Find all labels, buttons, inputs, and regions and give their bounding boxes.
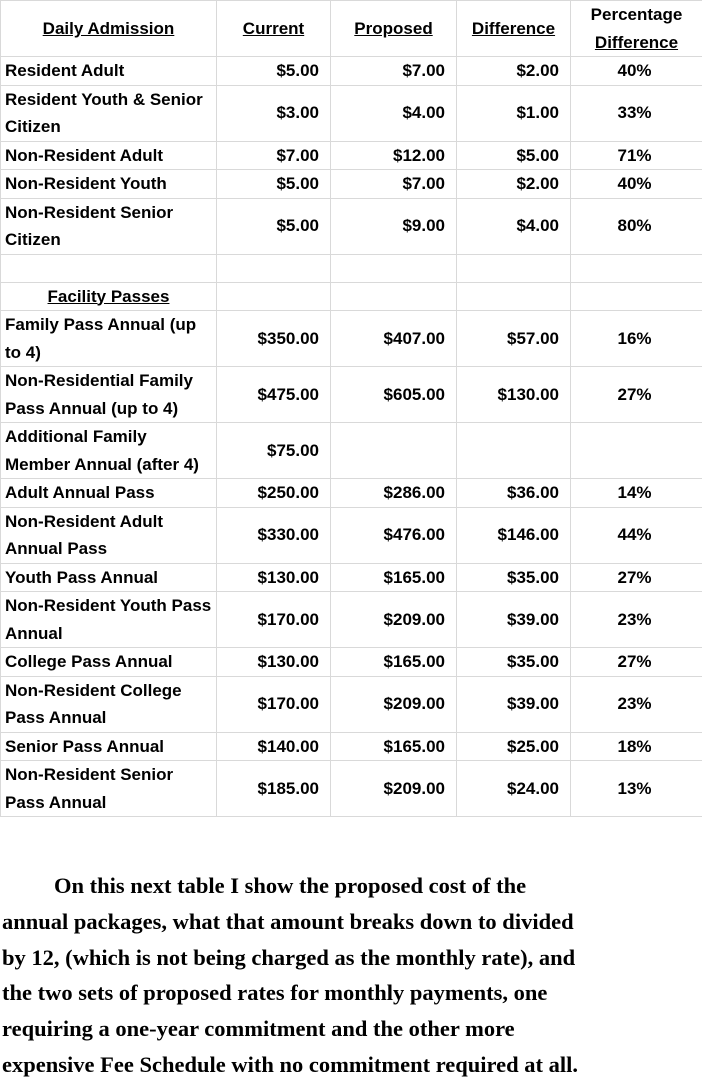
row-label: Non-Resident Senior Pass Annual [1, 761, 217, 817]
empty-cell [331, 254, 457, 282]
table-row [1, 198, 702, 254]
table-row [1, 423, 702, 479]
percentage-difference: 13% [571, 761, 702, 817]
current-fee: $130.00 [217, 648, 331, 677]
proposed-fee: $7.00 [331, 57, 457, 86]
fee-difference: $35.00 [457, 648, 571, 677]
fee-difference: $25.00 [457, 732, 571, 761]
proposed-fee: $476.00 [331, 507, 457, 563]
table-row [1, 676, 702, 732]
table-header-row [1, 1, 702, 57]
section-heading-facility-passes: Facility Passes [1, 282, 217, 311]
percentage-difference: 27% [571, 367, 702, 423]
fee-difference: $5.00 [457, 141, 571, 170]
current-fee: $170.00 [217, 676, 331, 732]
fee-difference: $36.00 [457, 479, 571, 508]
empty-cell [217, 282, 331, 311]
table-row [1, 170, 702, 199]
narrative-line: On this next table I show the proposed cost of the [2, 868, 702, 904]
row-label: Adult Annual Pass [1, 479, 217, 508]
row-label: Non-Resident Senior Citizen [1, 198, 217, 254]
table-row [1, 507, 702, 563]
fee-difference: $57.00 [457, 311, 571, 367]
fee-difference: $146.00 [457, 507, 571, 563]
current-fee: $475.00 [217, 367, 331, 423]
spacer-row [1, 254, 702, 282]
row-label: College Pass Annual [1, 648, 217, 677]
fee-difference: $2.00 [457, 170, 571, 199]
fee-difference: $130.00 [457, 367, 571, 423]
current-fee: $250.00 [217, 479, 331, 508]
row-label: Family Pass Annual (up to 4) [1, 311, 217, 367]
col-header-current: Current [217, 1, 331, 57]
table-row [1, 57, 702, 86]
empty-cell [571, 254, 702, 282]
row-label: Non-Resident Adult Annual Pass [1, 507, 217, 563]
narrative-line: expensive Fee Schedule with no commitment required at all. [2, 1047, 702, 1083]
fee-difference: $39.00 [457, 592, 571, 648]
row-label: Resident Adult [1, 57, 217, 86]
percentage-difference: 40% [571, 170, 702, 199]
col-header-percentage-difference: Percentage Difference [571, 1, 702, 57]
fee-difference: $24.00 [457, 761, 571, 817]
proposed-fee: $9.00 [331, 198, 457, 254]
current-fee: $75.00 [217, 423, 331, 479]
table-row [1, 141, 702, 170]
proposed-fee: $4.00 [331, 85, 457, 141]
proposed-fee: $209.00 [331, 761, 457, 817]
row-label: Resident Youth & Senior Citizen [1, 85, 217, 141]
percentage-difference: 40% [571, 57, 702, 86]
row-label: Non-Resident College Pass Annual [1, 676, 217, 732]
col-header-difference: Difference [457, 1, 571, 57]
empty-cell [457, 282, 571, 311]
fee-difference: $39.00 [457, 676, 571, 732]
fee-difference: $35.00 [457, 563, 571, 592]
percentage-difference: 16% [571, 311, 702, 367]
percentage-difference: 23% [571, 676, 702, 732]
table-row [1, 761, 702, 817]
row-label: Non-Resident Youth [1, 170, 217, 199]
current-fee: $5.00 [217, 57, 331, 86]
narrative-line: requiring a one-year commitment and the other more [2, 1011, 702, 1047]
proposed-fee: $12.00 [331, 141, 457, 170]
narrative-paragraph [2, 868, 702, 1083]
fee-difference: $1.00 [457, 85, 571, 141]
row-label: Non-Resident Youth Pass Annual [1, 592, 217, 648]
percentage-difference [571, 423, 702, 479]
percentage-difference: 71% [571, 141, 702, 170]
empty-cell [457, 254, 571, 282]
narrative-line: the two sets of proposed rates for monthly payments, one [2, 975, 702, 1011]
fee-difference [457, 423, 571, 479]
percentage-difference: 33% [571, 85, 702, 141]
percentage-difference: 80% [571, 198, 702, 254]
percentage-difference: 44% [571, 507, 702, 563]
current-fee: $7.00 [217, 141, 331, 170]
proposed-fee: $165.00 [331, 732, 457, 761]
empty-cell [217, 254, 331, 282]
current-fee: $170.00 [217, 592, 331, 648]
table-row [1, 311, 702, 367]
proposed-fee: $605.00 [331, 367, 457, 423]
current-fee: $330.00 [217, 507, 331, 563]
proposed-fee: $209.00 [331, 592, 457, 648]
proposed-fee: $407.00 [331, 311, 457, 367]
proposed-fee: $165.00 [331, 648, 457, 677]
table-row [1, 563, 702, 592]
table-row [1, 592, 702, 648]
current-fee: $130.00 [217, 563, 331, 592]
narrative-line: by 12, (which is not being charged as the monthly rate), and [2, 940, 702, 976]
proposed-fee: $286.00 [331, 479, 457, 508]
proposed-fee: $165.00 [331, 563, 457, 592]
current-fee: $3.00 [217, 85, 331, 141]
percentage-difference: 27% [571, 563, 702, 592]
table-row [1, 367, 702, 423]
empty-cell [571, 282, 702, 311]
current-fee: $350.00 [217, 311, 331, 367]
row-label: Additional Family Member Annual (after 4) [1, 423, 217, 479]
table-row [1, 732, 702, 761]
narrative-line: annual packages, what that amount breaks down to divided [2, 904, 702, 940]
current-fee: $5.00 [217, 170, 331, 199]
table-row [1, 479, 702, 508]
current-fee: $5.00 [217, 198, 331, 254]
proposed-fee: $209.00 [331, 676, 457, 732]
row-label: Non-Residential Family Pass Annual (up to 4) [1, 367, 217, 423]
percentage-difference: 23% [571, 592, 702, 648]
empty-cell [331, 282, 457, 311]
proposed-fee [331, 423, 457, 479]
col-header-proposed: Proposed [331, 1, 457, 57]
table-row [1, 85, 702, 141]
percentage-difference: 27% [571, 648, 702, 677]
fee-difference: $2.00 [457, 57, 571, 86]
row-label: Non-Resident Adult [1, 141, 217, 170]
percentage-difference: 18% [571, 732, 702, 761]
proposed-fee: $7.00 [331, 170, 457, 199]
table-row [1, 648, 702, 677]
percentage-difference: 14% [571, 479, 702, 508]
fee-difference: $4.00 [457, 198, 571, 254]
current-fee: $185.00 [217, 761, 331, 817]
row-label: Youth Pass Annual [1, 563, 217, 592]
row-label: Senior Pass Annual [1, 732, 217, 761]
section-heading-row [1, 282, 702, 311]
section-heading-daily-admission: Daily Admission [1, 1, 217, 57]
current-fee: $140.00 [217, 732, 331, 761]
empty-cell [1, 254, 217, 282]
